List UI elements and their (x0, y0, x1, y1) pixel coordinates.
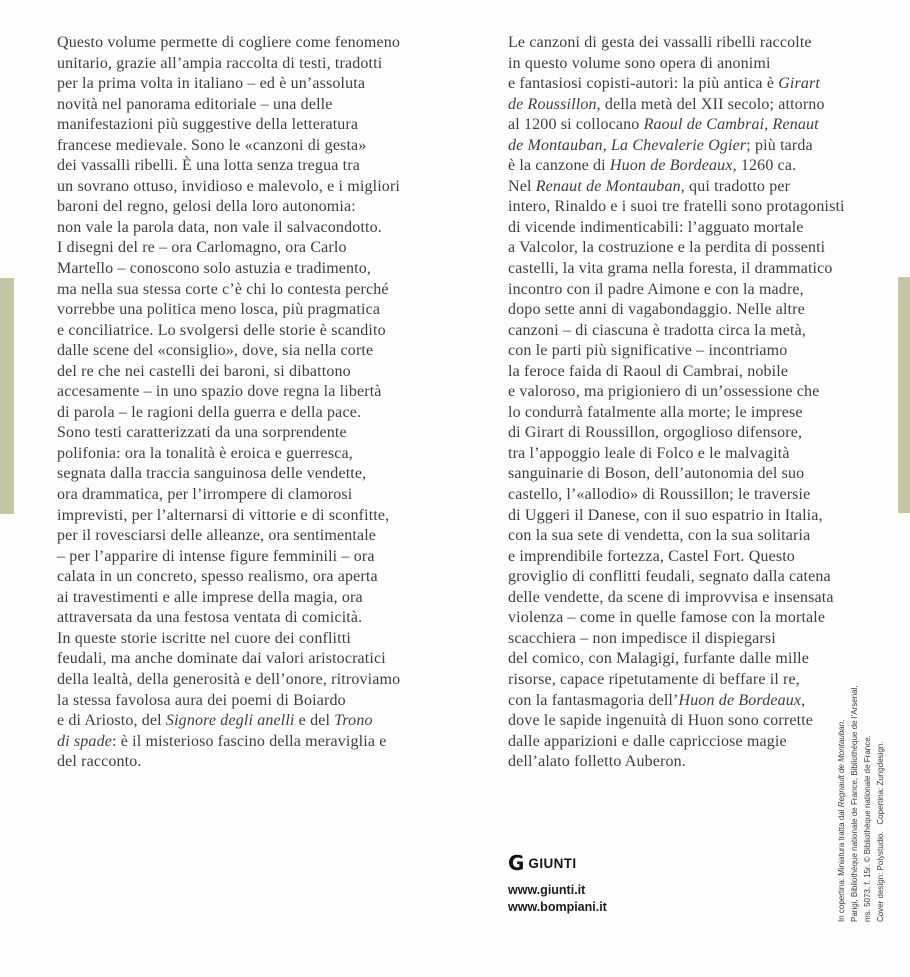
text-line: I disegni del re – ora Carlomagno, ora Carlo (57, 239, 347, 257)
text-line: ms. 5073, f. 15r. © Bibliothèque nationale de France. (863, 735, 872, 922)
text-line: violenza – come in quelle famose con la mortale (508, 609, 826, 627)
text-line: Le canzoni di gesta dei vassalli ribelli raccolte (508, 34, 812, 51)
text-line: di vicende indimenticabili: l’agguato mortale (508, 218, 804, 236)
text-line: e di Ariosto, del Signore degli anelli e del Trono (57, 712, 373, 730)
text-line: canzoni – di ciascuna è tradotta circa la metà, (508, 321, 807, 339)
text-line: e conciliatrice. Lo svolgersi delle storie è scandito (57, 321, 386, 339)
text-line: dei vassalli ribelli. È una lotta senza tregua tra (57, 157, 360, 175)
text-line: con la sua sete di vendetta, con la sua solitaria (508, 527, 811, 545)
text-line: imprevisti, per l’alternarsi di vittorie e di sconfitte, (57, 506, 390, 524)
text-line: la stessa favolosa aura dei poemi di Boiardo (57, 691, 346, 709)
text-line: incontro con il padre Aimone e con la madre, (508, 280, 804, 298)
flap-text-column-right (508, 33, 845, 773)
cover-edge-strip-right (898, 277, 910, 513)
text-line: calata in un concreto, spesso realismo, ora aperta (57, 568, 378, 586)
text-line: dell’alato folletto Auberon. (508, 753, 686, 771)
text-line: e valoroso, ma prigioniero di un’ossessione che (508, 383, 820, 401)
text-line: Cover design: Polystudio. Copertina: Zungdesign. (876, 741, 885, 922)
text-line: in questo volume sono opera di anonimi (508, 54, 771, 72)
text-line: Martello – conoscono solo astuzia e tradimento, (57, 260, 372, 278)
giunti-g-icon: G (508, 851, 525, 875)
text-line: per il rovesciarsi delle alleanze, ora sentimentale (57, 527, 377, 545)
text-line: dove le sapide ingenuità di Huon sono corrette (508, 712, 814, 730)
text-line: tra l’appoggio leale di Folco e le malvagità (508, 444, 790, 462)
text-line: delle vendette, da scene di improvvisa e insensata (508, 588, 834, 606)
text-line: un sovrano ottuso, invidioso e malevolo, e i migliori (57, 177, 401, 195)
bompiani-url[interactable]: www.bompiani.it (508, 900, 607, 914)
text-line: intero, Rinaldo e i suoi tre fratelli sono protagonisti (508, 198, 845, 216)
text-line: e fantasiosi copisti-autori: la più antica è Girart (508, 75, 821, 93)
text-line: sanguinarie di Boson, dell’autonomia del suo (508, 465, 805, 483)
text-line: dopo sette anni di vagabondaggio. Nelle altre (508, 301, 805, 319)
giunti-logo (508, 853, 607, 873)
text-line: del racconto. (57, 753, 142, 771)
text-line: accesamente – in uno spazio dove regna la libertà (57, 383, 382, 401)
text-line: dalle scene del «consiglio», dove, sia nella corte (57, 342, 374, 360)
text-line: ma nella sua stessa corte c’è chi lo contesta perché (57, 280, 389, 298)
text-line: castello, l’«allodio» di Roussillon; le traversie (508, 486, 811, 504)
text-line: manifestazioni più suggestive della letteratura (57, 116, 359, 134)
text-line: di Uggeri il Danese, con il suo espatrio in Italia, (508, 506, 823, 524)
text-line: polifonia: ora la tonalità è eroica e guerresca, (57, 444, 353, 462)
cover-credit-caption (835, 682, 889, 922)
text-line: de Roussillon, della metà del XII secolo; attorno (508, 95, 825, 113)
text-line: risorse, capace ripetutamente di beffare il re, (508, 670, 800, 688)
flap-text-column-left (57, 33, 400, 773)
text-line: della lealtà, della generosità e dell’onore, ritroviamo (57, 670, 401, 688)
text-line: e imprendibile fortezza, Castel Fort. Questo (508, 547, 795, 565)
text-line: feudali, ma anche dominate dai valori aristocratici (57, 650, 386, 668)
text-line: segnata dalla traccia sanguinosa delle vendette, (57, 465, 367, 483)
text-line: baroni del regno, gelosi della loro autonomia: (57, 198, 356, 216)
text-line: a Valcolor, la costruzione e la perdita di possenti (508, 239, 826, 257)
giunti-logo-text: GIUNTI (528, 855, 577, 871)
text-line: novità nel panorama editoriale – una delle (57, 95, 333, 113)
text-line: con la fantasmagoria dell’Huon de Bordeaux, (508, 691, 806, 709)
text-line: castelli, la vita grama nella foresta, il drammatico (508, 260, 833, 278)
text-line: è la canzone di Huon de Bordeaux, 1260 ca. (508, 157, 797, 175)
cover-edge-strip-left (0, 278, 14, 514)
text-line: groviglio di conflitti feudali, segnato dalla catena (508, 568, 831, 586)
text-line: unitario, grazie all’ampia raccolta di testi, tradotti (57, 54, 383, 72)
text-line: ora drammatica, per l’irrompere di clamorosi (57, 486, 353, 504)
text-line: del re che nei castelli dei baroni, si dibattono (57, 362, 351, 380)
text-line: non vale la parola data, non vale il salvacondotto. (57, 218, 382, 236)
text-line: del comico, con Malagigi, furfante dalle mille (508, 650, 810, 668)
text-line: – per l’apparire di intense figure femminili – ora (57, 547, 375, 565)
text-line: di parola – le ragioni della guerra e della pace. (57, 403, 362, 421)
text-line: francese medievale. Sono le «canzoni di gesta» (57, 136, 367, 154)
text-line: Parigi, Bibliothèque nationale de France, Bibliothèque de l’Arsenal, (850, 685, 859, 922)
text-line: al 1200 si collocano Raoul de Cambrai, Renaut (508, 116, 819, 134)
text-line: scacchiera – non impedisce il dispiegarsi (508, 629, 776, 647)
publisher-urls (508, 882, 607, 916)
text-line: Nel Renaut de Montauban, qui tradotto per (508, 177, 791, 195)
text-line: de Montauban, La Chevalerie Ogier; più tarda (508, 136, 813, 154)
text-line: Sono testi caratterizzati da una sorprendente (57, 424, 347, 442)
text-line: la feroce faida di Raoul di Cambrai, nobile (508, 362, 789, 380)
text-line: con le parti più significative – incontriamo (508, 342, 788, 360)
text-line: per la prima volta in italiano – ed è un’assoluta (57, 75, 366, 93)
giunti-url[interactable]: www.giunti.it (508, 883, 586, 897)
text-line: dalle apparizioni e dalle capricciose magie (508, 732, 787, 750)
text-line: attraversata da una festosa ventata di comicità. (57, 609, 363, 627)
text-line: di Girart di Roussillon, orgoglioso difensore, (508, 424, 803, 442)
text-line: In copertina: Miniatura tratta dal Regnault de Montauban. (837, 719, 846, 922)
text-line: lo condurrà fatalmente alla morte; le imprese (508, 403, 803, 421)
publisher-block (508, 853, 607, 916)
text-line: In queste storie iscritte nel cuore dei conflitti (57, 629, 351, 647)
text-line: vorrebbe una politica meno losca, più pragmatica (57, 301, 381, 319)
text-line: Questo volume permette di cogliere come fenomeno (57, 34, 401, 51)
text-line: di spade: è il misterioso fascino della meraviglia e (57, 732, 387, 750)
text-line: ai travestimenti e alle imprese della magia, ora (57, 588, 363, 606)
